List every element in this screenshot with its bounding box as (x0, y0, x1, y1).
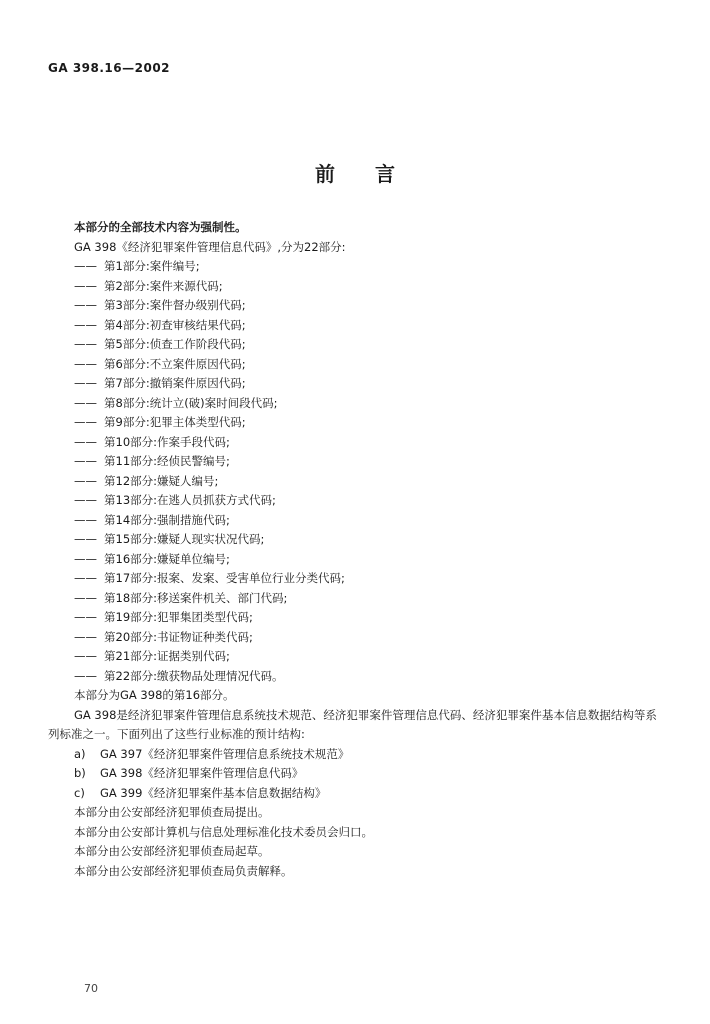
list-item: —— 第1部分:案件编号; (74, 259, 200, 273)
list-item: —— 第14部分:强制措施代码; (74, 512, 230, 527)
list-item: —— 第12部分:嫌疑人编号; (74, 473, 219, 488)
list-item: —— 第22部分:缴获物品处理情况代码。 (74, 668, 284, 683)
list-item: —— 第16部分:嫌疑单位编号; (74, 551, 230, 566)
interpreter-statement: 本部分由公安部经济犯罪侦查局负责解释。 (74, 863, 293, 878)
centralized-statement: 本部分由公安部计算机与信息处理标准化技术委员会归口。 (74, 824, 373, 839)
series-overview: GA 398《经济犯罪案件管理信息代码》,分为22部分: (74, 239, 346, 254)
list-item: —— 第11部分:经侦民警编号; (74, 454, 230, 468)
list-item: —— 第5部分:侦查工作阶段代码; (74, 337, 246, 351)
drafter-statement: 本部分由公安部经济犯罪侦查局起草。 (74, 844, 270, 858)
list-item: —— 第2部分:案件来源代码; (74, 278, 223, 293)
list-item: —— 第19部分:犯罪集团类型代码; (74, 610, 253, 624)
series-description: GA 398是经济犯罪案件管理信息系统技术规范、经济犯罪案件管理信息代码、经济犯罪案件基本信息数据结构等系列标准之一。下面列出了这些行业标准的预计结构: (48, 707, 657, 741)
list-item: —— 第13部分:在逃人员抓获方式代码; (74, 493, 276, 507)
list-item: —— 第8部分:统计立(破)案时间段代码; (74, 395, 278, 410)
list-item: —— 第3部分:案件督办级别代码; (74, 298, 246, 312)
page-title: 前言 (315, 162, 435, 186)
list-item: —— 第10部分:作案手段代码; (74, 434, 230, 449)
list-item: —— 第18部分:移送案件机关、部门代码; (74, 590, 288, 605)
list-item: c) GA 399《经济犯罪案件基本信息数据结构》 (74, 785, 327, 800)
page-number: 70 (84, 982, 98, 995)
parts-list (48, 257, 668, 686)
list-item: b) GA 398《经济犯罪案件管理信息代码》 (74, 766, 304, 780)
list-item: —— 第21部分:证据类别代码; (74, 649, 230, 663)
closing-statements (48, 803, 668, 881)
this-part-statement: 本部分为GA 398的第16部分。 (74, 688, 235, 702)
list-item: —— 第4部分:初查审核结果代码; (74, 317, 246, 332)
list-item: a) GA 397《经济犯罪案件管理信息系统技术规范》 (74, 746, 350, 761)
list-item: —— 第9部分:犯罪主体类型代码; (74, 415, 246, 429)
mandatory-statement: 本部分的全部技术内容为强制性。 (74, 220, 247, 234)
document-code-header: GA 398.16—2002 (48, 61, 171, 75)
list-item: —— 第6部分:不立案件原因代码; (74, 356, 246, 371)
list-item: —— 第15部分:嫌疑人现实状况代码; (74, 532, 265, 546)
list-item: —— 第17部分:报案、发案、受害单位行业分类代码; (74, 571, 345, 585)
reference-list (48, 745, 668, 804)
foreword-body (48, 218, 668, 881)
list-item: —— 第20部分:书证物证种类代码; (74, 629, 253, 644)
list-item: —— 第7部分:撤销案件原因代码; (74, 376, 246, 390)
proposer-statement: 本部分由公安部经济犯罪侦查局提出。 (74, 805, 270, 819)
